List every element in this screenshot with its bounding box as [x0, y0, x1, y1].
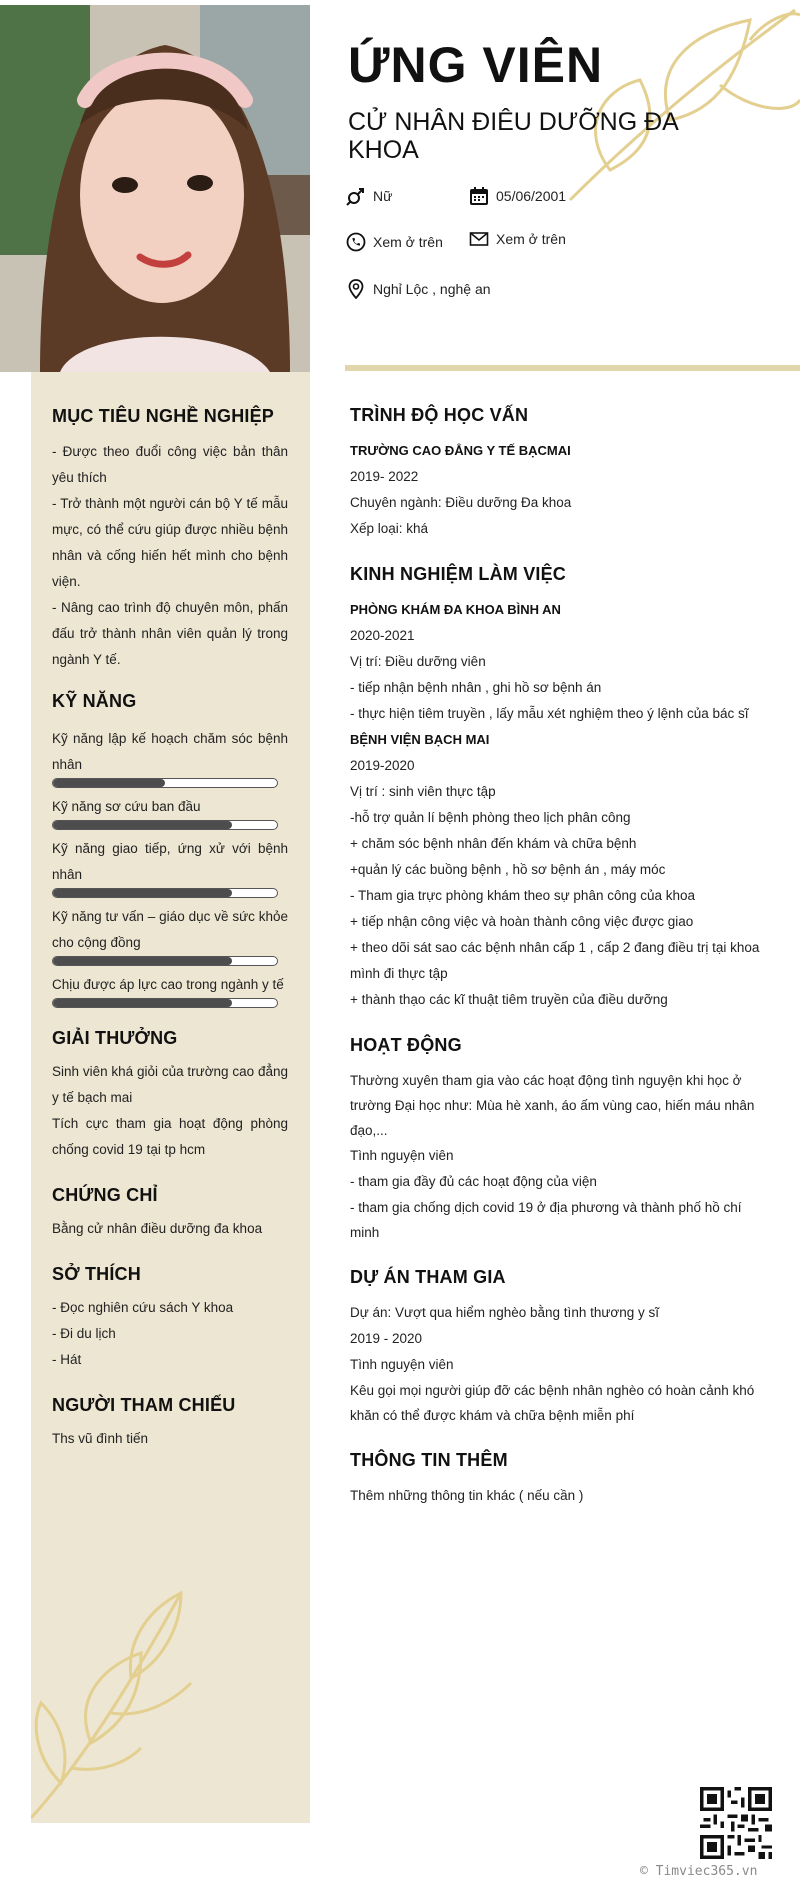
skill-item	[52, 836, 288, 898]
projects-title: DỰ ÁN THAM GIA	[350, 1267, 506, 1287]
projects-section	[350, 1267, 770, 1428]
experience-item	[350, 727, 770, 1013]
left-sidebar	[31, 372, 310, 1823]
skill-bar-fill	[53, 779, 165, 787]
experience-line: Vị trí: Điều dưỡng viên	[350, 654, 486, 669]
activity-line: - tham gia đầy đủ các hoạt động của viện	[350, 1174, 597, 1189]
education-major: Chuyên ngành: Điều dưỡng Đa khoa	[350, 495, 572, 510]
main-column	[350, 405, 770, 1531]
skill-bar	[52, 998, 278, 1008]
skill-item	[52, 726, 288, 788]
activity-line: - tham gia chống dịch covid 19 ở địa phương và thành phố hồ chí minh	[350, 1200, 742, 1240]
extra-text: Thêm những thông tin khác ( nếu cần )	[350, 1488, 584, 1503]
skill-item	[52, 904, 288, 966]
email-value: Xem ở trên	[496, 231, 566, 247]
skill-name: Kỹ năng lập kế hoạch chăm sóc bệnh nhân	[52, 731, 288, 772]
experience-period: 2020-2021	[350, 628, 415, 643]
email-field	[468, 228, 566, 250]
header-divider	[345, 365, 800, 371]
certificate-item: Bằng cử nhân điều dưỡng đa khoa	[52, 1221, 263, 1236]
certificates-list	[52, 1216, 288, 1242]
objective-item: - Được theo đuổi công việc bản thân yêu thích	[52, 444, 288, 485]
birthdate-field	[468, 185, 566, 207]
education-section	[350, 405, 770, 542]
experience-section	[350, 564, 770, 1013]
reference-list	[52, 1426, 288, 1452]
project-line: Kêu gọi mọi người giúp đỡ các bệnh nhân nghèo có hoàn cảnh khó khăn có thể được khám và chữa bệnh miễn phí	[350, 1383, 755, 1423]
experience-line: + theo dõi sát sao các bệnh nhân cấp 1 , cấp 2 đang điều trị tại khoa mình đi thực tập	[350, 940, 760, 981]
hobbies-title: SỞ THÍCH	[52, 1264, 141, 1284]
experience-line: - thực hiện tiêm truyền , lấy mẫu xét nghiệm theo ý lệnh của bác sĩ	[350, 706, 749, 721]
experience-line: - tiếp nhận bệnh nhân , ghi hồ sơ bệnh án	[350, 680, 602, 695]
phone-icon	[345, 231, 367, 253]
education-period: 2019- 2022	[350, 469, 419, 484]
candidate-title: CỬ NHÂN ĐIÊU DƯỠNG ĐA KHOA	[348, 108, 678, 164]
objective-item: - Nâng cao trình độ chuyên môn, phấn đấu trở thành nhân viên quản lý trong ngành Y tế.	[52, 600, 288, 667]
awards-title: GIẢI THƯỞNG	[52, 1028, 178, 1048]
gender-icon	[345, 185, 367, 207]
skill-name: Kỹ năng sơ cứu ban đầu	[52, 799, 201, 814]
skill-bar-fill	[53, 957, 232, 965]
experience-line: + tiếp nhận công việc và hoàn thành công việc được giao	[350, 914, 694, 929]
hobby-item: - Hát	[52, 1352, 82, 1367]
experience-period: 2019-2020	[350, 758, 415, 773]
skill-bar	[52, 888, 278, 898]
skill-bar	[52, 820, 278, 830]
gender-field	[345, 185, 392, 207]
reference-item: Ths vũ đình tiến	[52, 1431, 149, 1446]
skill-name: Kỹ năng giao tiếp, ứng xử với bệnh nhân	[52, 841, 288, 882]
experience-line: Vị trí : sinh viên thực tập	[350, 784, 496, 799]
experience-line: + thành thạo các kĩ thuật tiêm truyền của điều dưỡng	[350, 992, 668, 1007]
project-line: Tình nguyện viên	[350, 1357, 454, 1372]
certificates-title: CHỨNG CHỈ	[52, 1185, 158, 1205]
address-field	[345, 278, 491, 300]
experience-line: + chăm sóc bệnh nhân đến khám và chữa bệnh	[350, 836, 637, 851]
hobby-item: - Đi du lịch	[52, 1326, 116, 1341]
experience-line: -hỗ trợ quản lí bệnh phòng theo lịch phân công	[350, 810, 631, 825]
candidate-name: ỨNG VIÊN	[348, 37, 604, 93]
awards-list	[52, 1059, 288, 1163]
objective-item: - Trở thành một người cán bộ Y tế mẫu mực, có thể cứu giúp được nhiều bệnh nhân và cống hiến hết mình cho bệnh viện.	[52, 496, 288, 589]
skill-bar-fill	[53, 999, 232, 1007]
activities-section	[350, 1035, 770, 1245]
experience-title: KINH NGHIỆM LÀM VIỆC	[350, 564, 567, 584]
activities-title: HOẠT ĐỘNG	[350, 1035, 462, 1055]
skill-name: Chịu được áp lực cao trong ngành y tế	[52, 977, 284, 992]
leaf-decoration-top	[550, 0, 800, 205]
leaf-decoration-bottom	[31, 1583, 201, 1823]
skill-item	[52, 972, 288, 1008]
skill-name: Kỹ năng tư vấn – giáo dục về sức khỏe cho cộng đồng	[52, 909, 288, 950]
reference-title: NGƯỜI THAM CHIẾU	[52, 1395, 236, 1415]
extra-title: THÔNG TIN THÊM	[350, 1450, 508, 1470]
extra-section	[350, 1450, 770, 1509]
objective-title: MỤC TIÊU NGHỀ NGHIỆP	[52, 406, 275, 426]
company-name: PHÒNG KHÁM ĐA KHOA BÌNH AN	[350, 602, 561, 617]
activity-line: Tình nguyện viên	[350, 1148, 454, 1163]
calendar-icon	[468, 185, 490, 207]
skill-item	[52, 794, 288, 830]
company-name: BỆNH VIỆN BẠCH MAI	[350, 732, 490, 747]
award-item: Tích cực tham gia hoạt động phòng chống covid 19 tại tp hcm	[52, 1116, 288, 1157]
award-item: Sinh viên khá giỏi của trường cao đẳng y tế bạch mai	[52, 1064, 288, 1105]
phone-value: Xem ở trên	[373, 234, 443, 250]
project-line: Dự án: Vượt qua hiểm nghèo bằng tình thương y sĩ	[350, 1305, 659, 1320]
experience-line: - Tham gia trực phòng khám theo sự phân công của khoa	[350, 888, 696, 903]
profile-photo	[0, 5, 310, 372]
mail-icon	[468, 228, 490, 250]
skill-bar	[52, 778, 278, 788]
education-grade: Xếp loại: khá	[350, 521, 429, 536]
experience-item	[350, 597, 770, 727]
hobbies-list	[52, 1295, 288, 1373]
hobby-item: - Đọc nghiên cứu sách Y khoa	[52, 1300, 234, 1315]
skill-bar-fill	[53, 889, 232, 897]
location-pin-icon	[345, 278, 367, 300]
project-line: 2019 - 2020	[350, 1331, 423, 1346]
birthdate-value: 05/06/2001	[496, 188, 567, 204]
address-value: Nghỉ Lộc , nghệ an	[373, 281, 491, 297]
school-name: TRƯỜNG CAO ĐẲNG Y TẾ BẠCMAI	[350, 443, 571, 458]
gender-value: Nữ	[373, 188, 393, 204]
qr-code	[700, 1787, 772, 1859]
skill-bar	[52, 956, 278, 966]
skill-bar-fill	[53, 821, 232, 829]
objective-list	[52, 439, 288, 673]
skills-list	[52, 726, 288, 1008]
activity-line: Thường xuyên tham gia vào các hoạt động tình nguyện khi học ở trường Đại học như: Mùa hè xanh, áo ấm vùng cao, hiến máu nhân đạo,...	[350, 1073, 755, 1138]
watermark: © Timviec365.vn	[640, 1864, 758, 1879]
education-title: TRÌNH ĐỘ HỌC VẤN	[350, 405, 529, 425]
phone-field	[345, 231, 443, 253]
experience-line: +quản lý các buồng bệnh , hồ sơ bệnh án , máy móc	[350, 862, 666, 877]
skills-title: KỸ NĂNG	[52, 691, 137, 711]
